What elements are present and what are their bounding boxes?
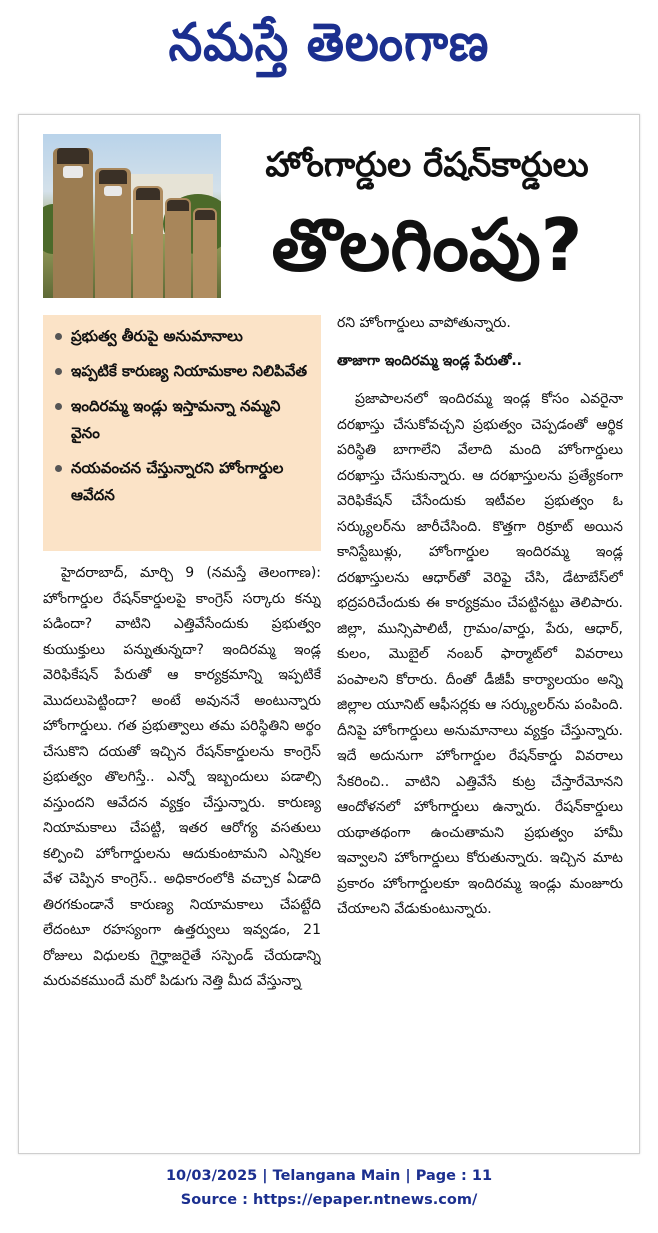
body-right-continuation: రని హోంగార్డులు వాపోతున్నారు.: [337, 315, 511, 331]
masthead-logo: నమస్తే తెలంగాణ: [168, 13, 490, 73]
highlight-item: ప్రభుత్వ తీరుపై అనుమానాలు: [53, 323, 313, 350]
source-link[interactable]: Source : https://epaper.ntnews.com/: [180, 1192, 478, 1208]
body-left-column: [43, 561, 321, 1146]
highlight-item: ఇందిరమ్మ ఇండ్లు ఇస్తామన్నా నమ్మని వైనం: [53, 393, 313, 447]
section-subheading: తాజాగా ఇందిరమ్మ ఇండ్ల పేరుతో..: [337, 353, 522, 369]
edition-info: 10/03/2025 | Telangana Main | Page : 11: [165, 1168, 493, 1184]
article-clipping: [18, 114, 640, 1154]
highlight-item: నయవంచన చేస్తున్నారని హోంగార్డుల ఆవేదన: [53, 455, 313, 509]
highlights-box: [43, 315, 321, 551]
headline-kicker: హోంగార్డుల రేషన్‌కార్డులు: [265, 145, 589, 185]
body-paragraph: హైదరాబాద్, మార్చి 9 (నమస్తే తెలంగాణ): హోంగార్డుల రేషన్‌కార్డులపై కాంగ్రెస్ సర్కారు కన్ను పడిందా? వాటిని ఎత్తివేసేందుకు ప్రభుత్వం కుయుక్తులు పన్నుతున్నదా? ఇందిరమ్మ ఇండ్ల వెరిఫికేషన్ పేరుతో ఆ కార్యక్రమాన్ని ఇప్పటికే మొదలుపెట్టిందా? అంటే అవుననే అంటున్నారు హోంగార్డులు. గత ప్రభుత్వాలు తమ పరిస్థితిని అర్థం చేసుకొని దయతో ఇచ్చిన రేషన్‌కార్డులను కాంగ్రెస్ ప్రభుత్వం తొలగిస్తే.. ఎన్నో ఇబ్బందులు పడాల్సి వస్తుందని ఆవేదన వ్యక్తం చేస్తున్నారు. కారుణ్య నియామకాలు చేపట్టి, ఇతర ఆరోగ్య వసతులు కల్పించి హోంగార్డులను ఆదుకుంటామని ఎన్నికల వేళ చెప్పిన కాంగ్రెస్.. అధికారంలోకి వచ్చాక ఏడాది తిరగకుండానే కారుణ్య నియామకాలు చేపట్టేది లేదంటూ రహస్యంగా ఉత్తర్వులు ఇవ్వడం, 21 రోజులు విధులకు గైర్హాజరైతే సస్పెండ్ చేయడాన్ని మరువకముందే మరో పిడుగు నెత్తి మీద వేస్తున్నా: [43, 565, 321, 989]
article-photo: [43, 134, 221, 298]
highlight-item: ఇప్పటికే కారుణ్య నియామకాల నిలిపివేత: [53, 358, 313, 385]
source-footer: [0, 1164, 658, 1214]
body-right-column: [337, 387, 623, 1147]
body-paragraph: ప్రజాపాలనలో ఇందిరమ్మ ఇండ్ల కోసం ఎవరైనా దరఖాస్తు చేసుకోవచ్చని ప్రభుత్వం చెప్పడంతో ఆర్థిక పరిస్థితి బాగాలేని వేలాది మంది హోంగార్డులు దరఖాస్తు చేసుకున్నారు. ఆ దరఖాస్తులను ప్రత్యేకంగా వెరిఫికేషన్ చేసేందుకు ఇటీవల ప్రభుత్వం ఓ సర్క్యులర్‌ను జారీచేసింది. కొత్తగా రిక్రూట్ అయిన కానిస్టేబుళ్లు, హోంగార్డుల ఇందిరమ్మ ఇండ్ల దరఖాస్తులను ఆధార్‌తో వెరిఫై చేసి, డేటాబేస్‌లో భద్రపరిచేందుకు ఈ కార్యక్రమం చేపట్టినట్టు తెలిపారు. జిల్లా, మున్సిపాలిటీ, గ్రామం/వార్డు, పేరు, ఆధార్, కులం, మొబైల్ నంబర్ ఫార్మాట్‌లో వివరాలు పంపాలని కోరారు. దీంతో డీజీపీ కార్యాలయం అన్ని జిల్లాల యూనిట్ ఆఫీసర్లకు ఆ సర్క్యులర్‌ను పంపింది. దీనిపై హోంగార్డులు అనుమానాలు వ్యక్తం చేస్తున్నారు. ఇదే అదునుగా హోంగార్డుల రేషన్‌కార్డు వివరాలు సేకరించి.. వాటిని ఎత్తివేసే కుట్ర చేస్తారేమోనని ఆందోళనలో హోంగార్డులు ఉన్నారు. రేషన్‌కార్డులు యథాతథంగా ఉంచుతామని ప్రభుత్వం హామీ ఇవ్వాలని హోంగార్డులు కోరుతున్నారు. ఇచ్చిన మాట ప్రకారం హోంగార్డులకూ ఇందిరమ్మ ఇండ్లు మంజూరు చేయాలని వేడుకుంటున్నారు.: [337, 391, 623, 917]
headline-main: తొలగింపు?: [271, 203, 583, 287]
